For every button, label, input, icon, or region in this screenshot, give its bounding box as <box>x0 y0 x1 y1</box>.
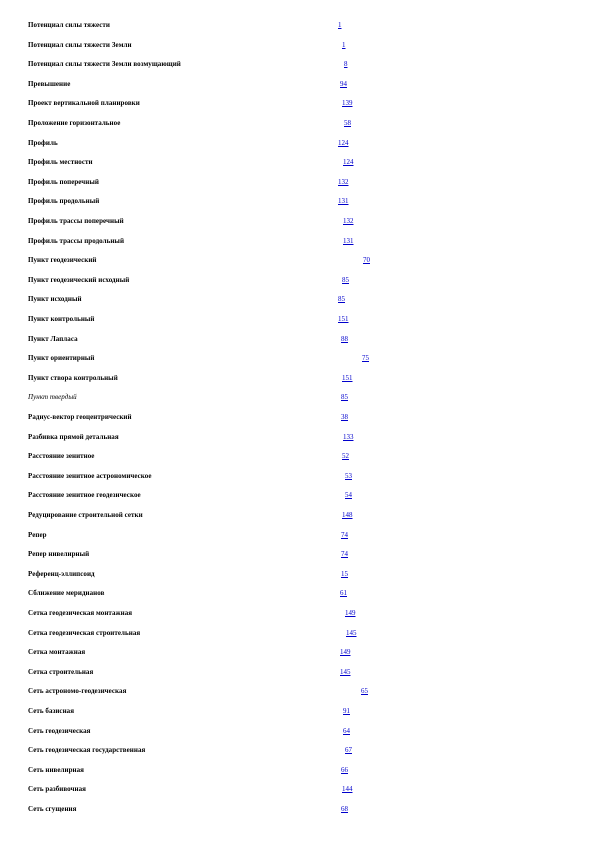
index-entry <box>0 430 595 444</box>
page-number-link[interactable]: 124 <box>338 138 349 147</box>
page-number-link[interactable]: 53 <box>345 471 352 480</box>
index-entry <box>0 18 595 32</box>
index-term: Профиль поперечный <box>28 177 99 186</box>
index-term: Сеть астрономо-геодезическая <box>28 687 127 696</box>
page-number-link[interactable]: 149 <box>345 609 356 617</box>
index-term: Пункт Лапласа <box>28 334 78 343</box>
index-term: Разбивка прямой детальная <box>28 432 119 441</box>
index-entry <box>0 390 595 404</box>
index-entry <box>0 782 595 796</box>
page-number-link[interactable]: 149 <box>340 648 351 657</box>
page-number-link[interactable]: 151 <box>338 315 349 323</box>
index-term: Редуцирование строительной сетки <box>28 511 143 519</box>
page-number-link[interactable]: 139 <box>342 99 353 108</box>
index-term: Пункт геодезический <box>28 256 97 265</box>
index-entry <box>0 253 595 267</box>
index-entry <box>0 743 595 757</box>
index-entry <box>0 567 595 581</box>
page-number-link[interactable]: 65 <box>361 687 368 696</box>
index-term: Расстояние зенитное астрономическое <box>28 471 152 480</box>
index-term: Сетка геодезическая монтажная <box>28 609 133 617</box>
index-entry <box>0 194 595 208</box>
page-number-link[interactable]: 85 <box>338 295 345 304</box>
index-term: Пункт контрольный <box>28 315 95 323</box>
page-number-link[interactable]: 8 <box>344 60 348 69</box>
index-term: Сближение меридианов <box>28 589 105 598</box>
index-term: Сеть геодезическая <box>28 726 91 735</box>
index-entry <box>0 410 595 424</box>
page-number-link[interactable]: 15 <box>341 569 348 578</box>
page-number-link[interactable]: 61 <box>340 589 347 598</box>
index-term: Расстояние зенитное геодезическое <box>28 491 141 500</box>
page-number-link[interactable]: 1 <box>338 21 342 29</box>
index-term: Проект вертикальной планировки <box>28 99 140 108</box>
index-entry <box>0 508 595 522</box>
index-entry <box>0 586 595 600</box>
index-entry <box>0 802 595 816</box>
index-entry <box>0 449 595 463</box>
page-number-link[interactable]: 74 <box>341 530 348 539</box>
index-entry <box>0 606 595 620</box>
index-entry <box>0 96 595 110</box>
page-number-link[interactable]: 151 <box>342 373 353 382</box>
index-term: Сеть разбивочная <box>28 785 86 794</box>
page-number-link[interactable]: 145 <box>340 667 351 676</box>
index-entry <box>0 469 595 483</box>
page-number-link[interactable]: 132 <box>338 177 349 186</box>
index-entry <box>0 665 595 679</box>
index-entry <box>0 292 595 306</box>
index-entry <box>0 234 595 248</box>
page-number-link[interactable]: 85 <box>341 393 348 402</box>
index-entry <box>0 351 595 365</box>
page-number-link[interactable]: 131 <box>343 236 354 245</box>
index-entry <box>0 175 595 189</box>
index-term: Проложение горизонтальное <box>28 119 121 127</box>
page-number-link[interactable]: 91 <box>343 707 350 715</box>
index-entry <box>0 724 595 738</box>
index-term: Пункт твердый <box>28 393 77 402</box>
page-number-link[interactable]: 132 <box>343 217 354 225</box>
index-term: Профиль продольный <box>28 197 100 206</box>
page-number-link[interactable]: 88 <box>341 334 348 343</box>
page-number-link[interactable]: 85 <box>342 275 349 284</box>
index-term: Потенциал силы тяжести <box>28 21 111 29</box>
index-term: Сеть базисная <box>28 707 75 715</box>
page-number-link[interactable]: 131 <box>338 197 349 206</box>
index-term: Сетка геодезическая строительная <box>28 628 141 637</box>
index-term: Сетка монтажная <box>28 648 86 657</box>
index-entry <box>0 214 595 228</box>
page-number-link[interactable]: 133 <box>343 432 354 441</box>
page-number-link[interactable]: 52 <box>342 452 349 461</box>
page-number-link[interactable]: 58 <box>344 119 351 127</box>
index-entry <box>0 136 595 150</box>
index-entry <box>0 645 595 659</box>
index-entry <box>0 273 595 287</box>
index-term: Сетка строительная <box>28 667 94 676</box>
index-entry <box>0 763 595 777</box>
page-number-link[interactable]: 1 <box>342 40 346 49</box>
page-number-link[interactable]: 54 <box>345 491 352 500</box>
page-number-link[interactable]: 67 <box>345 746 352 755</box>
index-entry <box>0 488 595 502</box>
index-entry <box>0 312 595 326</box>
index-term: Репер нивелирный <box>28 550 90 559</box>
index-entry <box>0 371 595 385</box>
index-entry <box>0 155 595 169</box>
index-term: Профиль <box>28 138 58 147</box>
page-number-link[interactable]: 74 <box>341 550 348 559</box>
page-number-link[interactable]: 66 <box>341 765 348 774</box>
page-number-link[interactable]: 148 <box>342 511 353 519</box>
index-term: Репер <box>28 530 47 539</box>
index-term: Потенциал силы тяжести Земли возмущающий <box>28 60 181 69</box>
index-term: Радиус-вектор геоцентрический <box>28 413 132 421</box>
index-entry <box>0 626 595 640</box>
index-term: Сеть нивелирная <box>28 765 85 774</box>
page-number-link[interactable]: 145 <box>346 628 357 637</box>
index-term: Пункт ориентирный <box>28 354 95 363</box>
index-term: Сеть сгущения <box>28 805 77 813</box>
index-entry <box>0 684 595 698</box>
index-entry <box>0 38 595 52</box>
index-term: Пункт геодезический исходный <box>28 275 130 284</box>
index-term: Расстояние зенитное <box>28 452 95 461</box>
page-number-link[interactable]: 38 <box>341 413 348 421</box>
page-number-link[interactable]: 64 <box>343 726 350 735</box>
index-entry <box>0 547 595 561</box>
index-term: Пункт створа контрольный <box>28 373 118 382</box>
index-entry <box>0 116 595 130</box>
page-number-link[interactable]: 70 <box>363 256 370 265</box>
index-term: Профиль трассы поперечный <box>28 217 124 225</box>
index-term: Потенциал силы тяжести Земли <box>28 40 132 49</box>
index-term: Превышение <box>28 79 71 88</box>
index-entry <box>0 57 595 71</box>
page-number-link[interactable]: 68 <box>341 805 348 813</box>
page-number-link[interactable]: 75 <box>362 354 369 363</box>
index-entry <box>0 528 595 542</box>
index-term: Профиль трассы продольный <box>28 236 125 245</box>
index-entry <box>0 77 595 91</box>
index-entry <box>0 332 595 346</box>
index-term: Сеть геодезическая государственная <box>28 746 146 755</box>
page-number-link[interactable]: 124 <box>343 158 354 167</box>
page-number-link[interactable]: 144 <box>342 785 353 794</box>
index-entry <box>0 704 595 718</box>
index-term: Профиль местности <box>28 158 93 167</box>
page-number-link[interactable]: 94 <box>340 79 347 88</box>
index-term: Референц-эллипсоид <box>28 569 95 578</box>
index-term: Пункт исходный <box>28 295 82 304</box>
